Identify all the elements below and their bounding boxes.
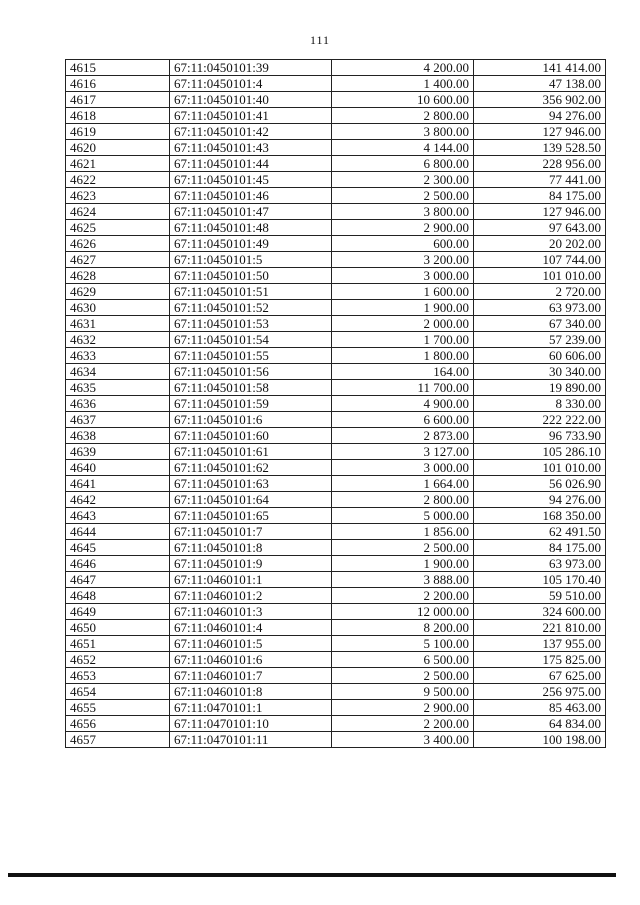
area-cell: 3 000.00: [332, 268, 474, 284]
area-cell: 2 800.00: [332, 492, 474, 508]
cadastral-number-cell: 67:11:0470101:11: [170, 732, 332, 748]
table-row: [66, 204, 606, 220]
area-cell: 1 600.00: [332, 284, 474, 300]
cadastral-number-cell: 67:11:0450101:56: [170, 364, 332, 380]
cadastral-number-cell: 67:11:0450101:63: [170, 476, 332, 492]
table-row: [66, 124, 606, 140]
cadastral-number-cell: 67:11:0450101:62: [170, 460, 332, 476]
area-cell: 3 127.00: [332, 444, 474, 460]
value-cell: 105 170.40: [474, 572, 606, 588]
value-cell: 141 414.00: [474, 60, 606, 76]
table-row: [66, 588, 606, 604]
table-row: [66, 140, 606, 156]
area-cell: 1 400.00: [332, 76, 474, 92]
value-cell: 127 946.00: [474, 204, 606, 220]
cadastral-number-cell: 67:11:0450101:49: [170, 236, 332, 252]
area-cell: 3 800.00: [332, 124, 474, 140]
area-cell: 6 800.00: [332, 156, 474, 172]
row-number-cell: 4620: [66, 140, 170, 156]
row-number-cell: 4646: [66, 556, 170, 572]
cadastral-number-cell: 67:11:0450101:53: [170, 316, 332, 332]
row-number-cell: 4650: [66, 620, 170, 636]
table-row: [66, 364, 606, 380]
table-row: [66, 604, 606, 620]
value-cell: 100 198.00: [474, 732, 606, 748]
row-number-cell: 4651: [66, 636, 170, 652]
table-row: [66, 620, 606, 636]
row-number-cell: 4629: [66, 284, 170, 300]
value-cell: 2 720.00: [474, 284, 606, 300]
table-row: [66, 332, 606, 348]
value-cell: 63 973.00: [474, 556, 606, 572]
area-cell: 11 700.00: [332, 380, 474, 396]
cadastral-number-cell: 67:11:0450101:45: [170, 172, 332, 188]
cadastral-number-cell: 67:11:0450101:6: [170, 412, 332, 428]
area-cell: 2 000.00: [332, 316, 474, 332]
cadastral-number-cell: 67:11:0450101:48: [170, 220, 332, 236]
area-cell: 3 800.00: [332, 204, 474, 220]
table-row: [66, 700, 606, 716]
table-row: [66, 476, 606, 492]
cadastral-number-cell: 67:11:0450101:65: [170, 508, 332, 524]
value-cell: 64 834.00: [474, 716, 606, 732]
value-cell: 94 276.00: [474, 108, 606, 124]
area-cell: 2 873.00: [332, 428, 474, 444]
area-cell: 2 500.00: [332, 668, 474, 684]
table-row: [66, 92, 606, 108]
row-number-cell: 4633: [66, 348, 170, 364]
table-row: [66, 220, 606, 236]
area-cell: 1 900.00: [332, 556, 474, 572]
row-number-cell: 4615: [66, 60, 170, 76]
row-number-cell: 4637: [66, 412, 170, 428]
table-row: [66, 172, 606, 188]
table-row: [66, 684, 606, 700]
value-cell: 63 973.00: [474, 300, 606, 316]
row-number-cell: 4644: [66, 524, 170, 540]
row-number-cell: 4648: [66, 588, 170, 604]
value-cell: 30 340.00: [474, 364, 606, 380]
area-cell: 4 200.00: [332, 60, 474, 76]
row-number-cell: 4626: [66, 236, 170, 252]
table-row: [66, 236, 606, 252]
row-number-cell: 4631: [66, 316, 170, 332]
table-row: [66, 732, 606, 748]
table-row: [66, 380, 606, 396]
row-number-cell: 4652: [66, 652, 170, 668]
table-row: [66, 300, 606, 316]
row-number-cell: 4641: [66, 476, 170, 492]
cadastral-number-cell: 67:11:0450101:40: [170, 92, 332, 108]
area-cell: 2 900.00: [332, 700, 474, 716]
table-row: [66, 348, 606, 364]
value-cell: 101 010.00: [474, 460, 606, 476]
row-number-cell: 4645: [66, 540, 170, 556]
row-number-cell: 4634: [66, 364, 170, 380]
cadastral-number-cell: 67:11:0460101:6: [170, 652, 332, 668]
row-number-cell: 4632: [66, 332, 170, 348]
row-number-cell: 4622: [66, 172, 170, 188]
cadastral-number-cell: 67:11:0450101:47: [170, 204, 332, 220]
cadastral-number-cell: 67:11:0450101:41: [170, 108, 332, 124]
row-number-cell: 4618: [66, 108, 170, 124]
area-cell: 2 500.00: [332, 188, 474, 204]
value-cell: 67 625.00: [474, 668, 606, 684]
table-row: [66, 412, 606, 428]
area-cell: 10 600.00: [332, 92, 474, 108]
table-row: [66, 76, 606, 92]
value-cell: 105 286.10: [474, 444, 606, 460]
area-cell: 5 100.00: [332, 636, 474, 652]
area-cell: 1 856.00: [332, 524, 474, 540]
value-cell: 175 825.00: [474, 652, 606, 668]
area-cell: 2 200.00: [332, 716, 474, 732]
area-cell: 8 200.00: [332, 620, 474, 636]
cadastral-number-cell: 67:11:0450101:46: [170, 188, 332, 204]
value-cell: 101 010.00: [474, 268, 606, 284]
value-cell: 84 175.00: [474, 188, 606, 204]
row-number-cell: 4635: [66, 380, 170, 396]
table-row: [66, 284, 606, 300]
row-number-cell: 4628: [66, 268, 170, 284]
row-number-cell: 4621: [66, 156, 170, 172]
row-number-cell: 4657: [66, 732, 170, 748]
value-cell: 256 975.00: [474, 684, 606, 700]
cadastral-number-cell: 67:11:0450101:4: [170, 76, 332, 92]
cadastral-number-cell: 67:11:0460101:5: [170, 636, 332, 652]
value-cell: 85 463.00: [474, 700, 606, 716]
table-row: [66, 444, 606, 460]
cadastral-number-cell: 67:11:0450101:7: [170, 524, 332, 540]
row-number-cell: 4630: [66, 300, 170, 316]
cadastral-number-cell: 67:11:0450101:42: [170, 124, 332, 140]
cadastral-number-cell: 67:11:0450101:39: [170, 60, 332, 76]
cadastral-number-cell: 67:11:0450101:59: [170, 396, 332, 412]
table-row: [66, 108, 606, 124]
table-row: [66, 396, 606, 412]
value-cell: 60 606.00: [474, 348, 606, 364]
cadastral-number-cell: 67:11:0460101:1: [170, 572, 332, 588]
area-cell: 2 800.00: [332, 108, 474, 124]
area-cell: 4 900.00: [332, 396, 474, 412]
table-row: [66, 716, 606, 732]
value-cell: 139 528.50: [474, 140, 606, 156]
area-cell: 3 200.00: [332, 252, 474, 268]
value-cell: 222 222.00: [474, 412, 606, 428]
area-cell: 600.00: [332, 236, 474, 252]
table-row: [66, 428, 606, 444]
cadastral-number-cell: 67:11:0450101:51: [170, 284, 332, 300]
area-cell: 2 500.00: [332, 540, 474, 556]
row-number-cell: 4616: [66, 76, 170, 92]
row-number-cell: 4638: [66, 428, 170, 444]
cadastral-number-cell: 67:11:0450101:54: [170, 332, 332, 348]
cadastral-number-cell: 67:11:0450101:55: [170, 348, 332, 364]
area-cell: 1 800.00: [332, 348, 474, 364]
cadastral-number-cell: 67:11:0450101:9: [170, 556, 332, 572]
cadastral-number-cell: 67:11:0460101:8: [170, 684, 332, 700]
page-number: 111: [309, 33, 331, 47]
value-cell: 62 491.50: [474, 524, 606, 540]
cadastral-number-cell: 67:11:0450101:50: [170, 268, 332, 284]
table-row: [66, 556, 606, 572]
cadastral-number-cell: 67:11:0450101:58: [170, 380, 332, 396]
row-number-cell: 4636: [66, 396, 170, 412]
area-cell: 3 000.00: [332, 460, 474, 476]
value-cell: 168 350.00: [474, 508, 606, 524]
area-cell: 3 400.00: [332, 732, 474, 748]
table-row: [66, 252, 606, 268]
row-number-cell: 4623: [66, 188, 170, 204]
cadastral-number-cell: 67:11:0460101:2: [170, 588, 332, 604]
land-registry-table: [65, 59, 606, 748]
value-cell: 221 810.00: [474, 620, 606, 636]
table-row: [66, 460, 606, 476]
value-cell: 107 744.00: [474, 252, 606, 268]
area-cell: 9 500.00: [332, 684, 474, 700]
cadastral-number-cell: 67:11:0450101:43: [170, 140, 332, 156]
value-cell: 84 175.00: [474, 540, 606, 556]
table-row: [66, 572, 606, 588]
cadastral-number-cell: 67:11:0450101:5: [170, 252, 332, 268]
table-row: [66, 636, 606, 652]
value-cell: 67 340.00: [474, 316, 606, 332]
value-cell: 77 441.00: [474, 172, 606, 188]
area-cell: 2 300.00: [332, 172, 474, 188]
value-cell: 94 276.00: [474, 492, 606, 508]
row-number-cell: 4643: [66, 508, 170, 524]
row-number-cell: 4647: [66, 572, 170, 588]
value-cell: 59 510.00: [474, 588, 606, 604]
value-cell: 137 955.00: [474, 636, 606, 652]
value-cell: 19 890.00: [474, 380, 606, 396]
row-number-cell: 4642: [66, 492, 170, 508]
cadastral-number-cell: 67:11:0450101:44: [170, 156, 332, 172]
table-row: [66, 316, 606, 332]
cadastral-number-cell: 67:11:0460101:7: [170, 668, 332, 684]
area-cell: 1 664.00: [332, 476, 474, 492]
area-cell: 6 500.00: [332, 652, 474, 668]
table-row: [66, 524, 606, 540]
cadastral-number-cell: 67:11:0470101:10: [170, 716, 332, 732]
value-cell: 8 330.00: [474, 396, 606, 412]
value-cell: 47 138.00: [474, 76, 606, 92]
value-cell: 356 902.00: [474, 92, 606, 108]
area-cell: 164.00: [332, 364, 474, 380]
row-number-cell: 4649: [66, 604, 170, 620]
row-number-cell: 4640: [66, 460, 170, 476]
row-number-cell: 4619: [66, 124, 170, 140]
cadastral-number-cell: 67:11:0450101:61: [170, 444, 332, 460]
row-number-cell: 4656: [66, 716, 170, 732]
row-number-cell: 4639: [66, 444, 170, 460]
value-cell: 96 733.90: [474, 428, 606, 444]
footer-rule: [8, 873, 616, 877]
area-cell: 2 900.00: [332, 220, 474, 236]
cadastral-number-cell: 67:11:0460101:3: [170, 604, 332, 620]
cadastral-number-cell: 67:11:0450101:8: [170, 540, 332, 556]
cadastral-number-cell: 67:11:0450101:64: [170, 492, 332, 508]
row-number-cell: 4617: [66, 92, 170, 108]
table-row: [66, 492, 606, 508]
table-row: [66, 508, 606, 524]
cadastral-number-cell: 67:11:0470101:1: [170, 700, 332, 716]
area-cell: 3 888.00: [332, 572, 474, 588]
area-cell: 1 900.00: [332, 300, 474, 316]
area-cell: 1 700.00: [332, 332, 474, 348]
area-cell: 5 000.00: [332, 508, 474, 524]
value-cell: 56 026.90: [474, 476, 606, 492]
table-row: [66, 60, 606, 76]
cadastral-number-cell: 67:11:0460101:4: [170, 620, 332, 636]
value-cell: 324 600.00: [474, 604, 606, 620]
table-body: [66, 60, 606, 748]
value-cell: 20 202.00: [474, 236, 606, 252]
table-row: [66, 268, 606, 284]
area-cell: 2 200.00: [332, 588, 474, 604]
row-number-cell: 4624: [66, 204, 170, 220]
area-cell: 4 144.00: [332, 140, 474, 156]
area-cell: 6 600.00: [332, 412, 474, 428]
table-row: [66, 540, 606, 556]
value-cell: 97 643.00: [474, 220, 606, 236]
cadastral-number-cell: 67:11:0450101:52: [170, 300, 332, 316]
table-row: [66, 156, 606, 172]
table-row: [66, 668, 606, 684]
table-row: [66, 652, 606, 668]
area-cell: 12 000.00: [332, 604, 474, 620]
table-row: [66, 188, 606, 204]
row-number-cell: 4653: [66, 668, 170, 684]
value-cell: 57 239.00: [474, 332, 606, 348]
cadastral-number-cell: 67:11:0450101:60: [170, 428, 332, 444]
value-cell: 228 956.00: [474, 156, 606, 172]
row-number-cell: 4625: [66, 220, 170, 236]
value-cell: 127 946.00: [474, 124, 606, 140]
row-number-cell: 4654: [66, 684, 170, 700]
row-number-cell: 4627: [66, 252, 170, 268]
row-number-cell: 4655: [66, 700, 170, 716]
